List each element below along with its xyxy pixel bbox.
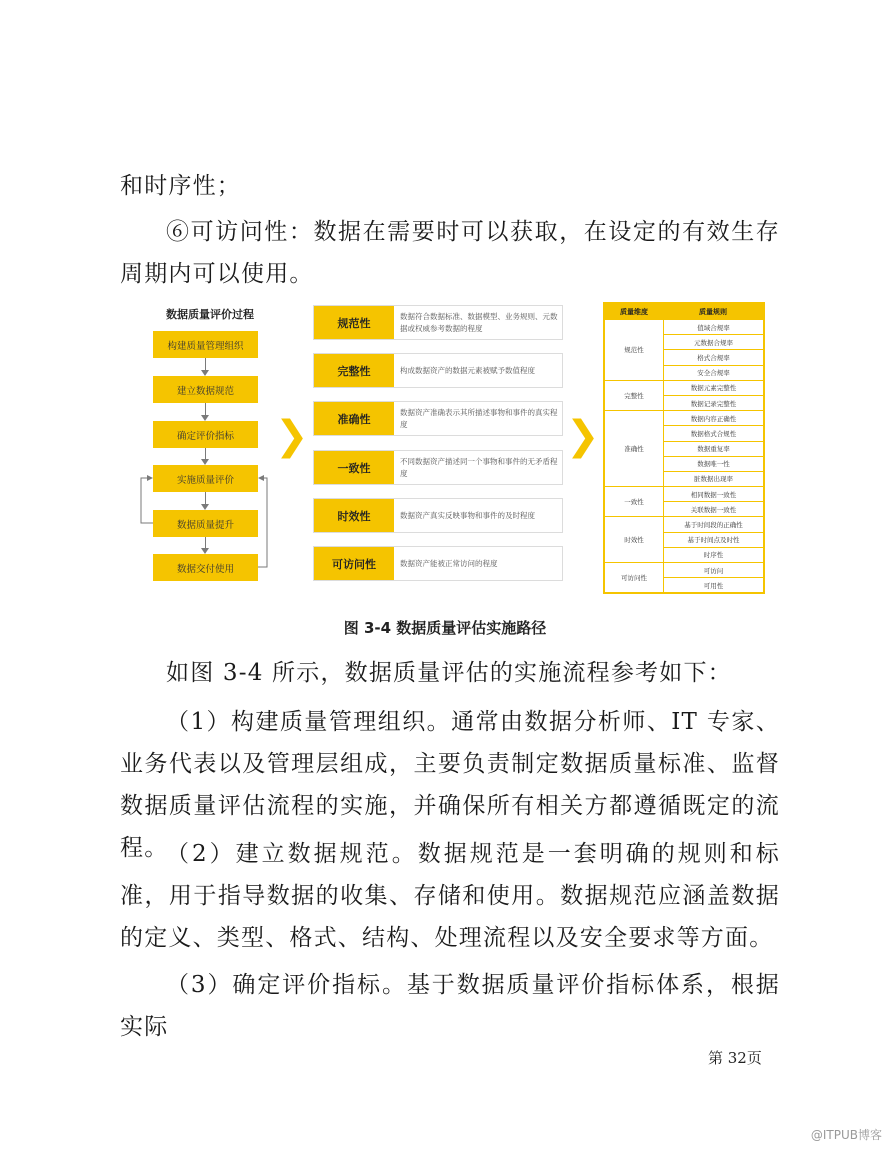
dimension-label: 时效性: [314, 499, 394, 532]
table-header: [605, 304, 763, 319]
dimension-label: 规范性: [314, 306, 394, 339]
dimension-row: [313, 450, 563, 485]
step-6: 数据交付使用: [153, 554, 258, 581]
step-4: 实施质量评价: [153, 465, 258, 492]
table-dim-cell: 准确性: [605, 411, 664, 486]
table-group: [605, 380, 763, 410]
table-rule-cell: 值域合规率: [697, 323, 730, 332]
paragraph-5: （2）建立数据规范。数据规范是一套明确的规则和标准，用于指导数据的收集、存储和使用。数据规范应涵盖数据的定义、类型、格式、结构、处理流程以及安全要求等方面。: [120, 841, 780, 951]
table-dim-cell: 规范性: [605, 320, 664, 380]
table-rule-cell: 关联数据一致性: [664, 501, 763, 516]
table-group: [605, 486, 763, 516]
quality-rules-table: [603, 302, 765, 594]
step-2: 建立数据规范: [153, 376, 258, 403]
page-number: 第 32页: [708, 1049, 762, 1067]
table-group: [605, 516, 763, 562]
table-rule-cell: 数据重复率: [664, 441, 763, 456]
dimension-row: [313, 498, 563, 533]
paragraph-2: ⑥可访问性：数据在需要时可以获取，在设定的有效生存周期内可以使用。: [120, 219, 780, 287]
table-dim-cell: 完整性: [605, 381, 664, 410]
table-rule-cell: 时序性: [664, 547, 763, 562]
paragraph-1: 和时序性；: [120, 173, 241, 199]
table-rule-cell: 相同数据一致性: [690, 490, 737, 499]
table-group: [605, 319, 763, 380]
table-rule-cell: 格式合规率: [664, 349, 763, 364]
table-header-rule: 质量规则: [699, 307, 727, 316]
table-rule-cell: 基于时间段的正确性: [684, 521, 743, 530]
dimension-row: [313, 305, 563, 340]
dimension-label: 可访问性: [314, 547, 394, 580]
dimension-row: [313, 353, 563, 388]
table-rule-cell: 数据唯一性: [664, 456, 763, 471]
table-group: [605, 410, 763, 486]
dimension-label: 准确性: [314, 402, 394, 435]
dimension-desc: 数据资产能被正常访问的程度: [400, 558, 498, 568]
step-1: 构建质量管理组织: [153, 331, 258, 358]
dimension-desc: 数据符合数据标准、数据模型、业务规则、元数据或权威参考数据的程度: [400, 311, 558, 333]
chevron-right-icon: ❯: [566, 413, 600, 459]
paragraph-4: （1）构建质量管理组织。通常由数据分析师、IT 专家、业务代表以及管理层组成，主要负责制定数据质量标准、监督数据质量评估流程的实施，并确保所有相关方都遵循既定的流程。: [120, 709, 780, 861]
table-rule-cell: 数据格式合规性: [664, 425, 763, 440]
table-rule-cell: 数据记录完整性: [664, 395, 763, 410]
dimension-row: [313, 546, 563, 581]
dimension-label: 完整性: [314, 354, 394, 387]
step-3: 确定评价指标: [153, 421, 258, 448]
chevron-right-icon: ❯: [275, 413, 309, 459]
dimension-desc: 不同数据资产描述同一个事物和事件的无矛盾程度: [400, 456, 558, 478]
paragraph-6: （3）确定评价指标。基于数据质量评价指标体系，根据实际: [120, 972, 780, 1040]
table-dim-cell: 一致性: [605, 487, 664, 516]
dimension-label: 一致性: [314, 451, 394, 484]
table-dim-cell: 时效性: [605, 517, 664, 562]
watermark: @ITPUB博客: [810, 1128, 882, 1142]
step-5: 数据质量提升: [153, 510, 258, 537]
table-rule-cell: 数据元素完整性: [690, 384, 737, 393]
dimension-desc: 数据资产真实反映事物和事件的及时程度: [400, 510, 535, 520]
table-header-dim: 质量维度: [620, 307, 648, 316]
table-rule-cell: 可访问: [703, 566, 724, 575]
table-rule-cell: 安全合规率: [664, 365, 763, 380]
process-title: 数据质量评价过程: [166, 308, 254, 321]
table-rule-cell: 数据内容正确性: [690, 414, 737, 423]
table-group: [605, 562, 763, 592]
table-rule-cell: 元数据合规率: [664, 334, 763, 349]
table-dim-cell: 可访问性: [605, 563, 664, 592]
dimension-desc: 数据资产准确表示其所描述事物和事件的真实程度: [400, 407, 558, 429]
figure-caption: 图 3-4 数据质量评估实施路径: [343, 619, 547, 637]
dimension-row: [313, 401, 563, 436]
dimension-desc: 构成数据资产的数据元素被赋予数值程度: [400, 365, 535, 375]
paragraph-3: 如图 3-4 所示，数据质量评估的实施流程参考如下：: [166, 660, 732, 686]
table-rule-cell: 脏数据出现率: [664, 471, 763, 486]
table-rule-cell: 基于时间点及时性: [664, 532, 763, 547]
table-rule-cell: 可用性: [664, 577, 763, 592]
